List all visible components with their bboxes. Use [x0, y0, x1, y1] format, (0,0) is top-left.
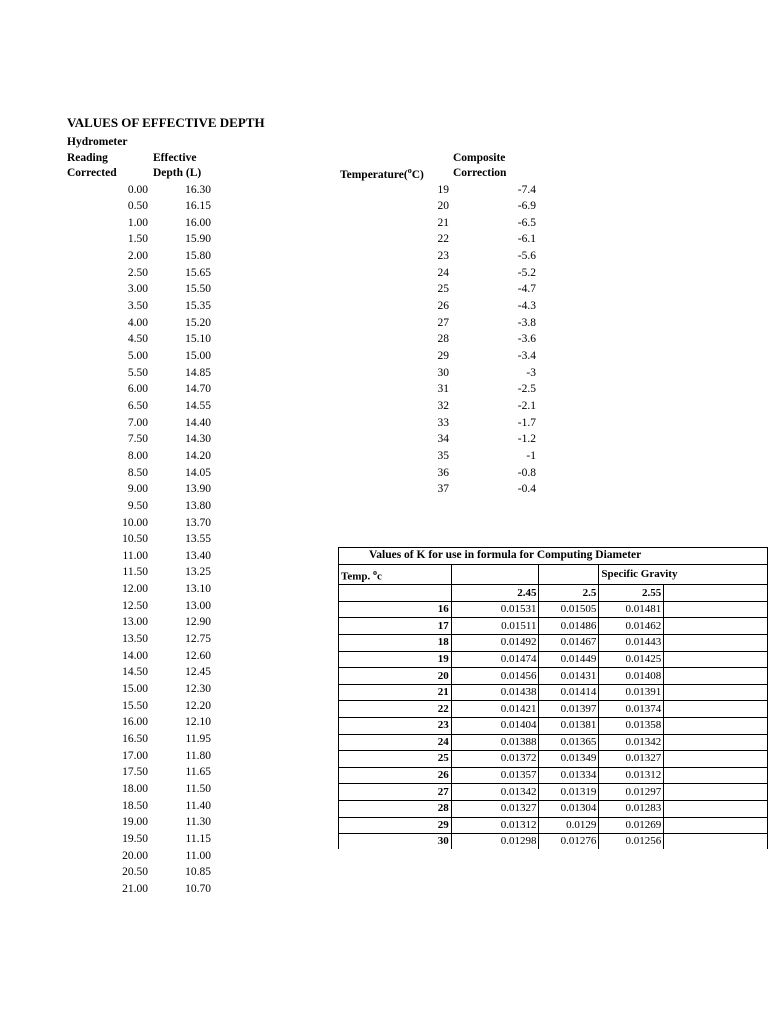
- temperature-cell: 25: [437, 283, 449, 296]
- hydrometer-reading-cell: 1.50: [127, 233, 148, 246]
- hydrometer-reading-cell: 19.00: [122, 816, 148, 829]
- k-value-cell: 0.01256: [599, 834, 664, 849]
- effective-depth-cell: 14.20: [185, 449, 211, 462]
- hydrometer-reading-cell: 18.50: [122, 799, 148, 812]
- k-table-row: [339, 751, 768, 768]
- effective-depth-cell: 12.20: [185, 699, 211, 712]
- k-value-cell: 0.01283: [599, 800, 664, 817]
- k-value-cell: 0.01298: [451, 834, 539, 849]
- effective-depth-cell: 14.70: [185, 383, 211, 396]
- effective-depth-cell: 15.20: [185, 316, 211, 329]
- effective-depth-cell: 14.30: [185, 433, 211, 446]
- temperature-cell: 23: [437, 250, 449, 263]
- k-value-cell: 0.01438: [451, 684, 539, 701]
- effective-depth-cell: 13.55: [185, 533, 211, 546]
- temperature-cell: 32: [437, 399, 449, 412]
- k-table-row: [339, 734, 768, 751]
- hydrometer-reading-cell: 15.00: [122, 683, 148, 695]
- composite-correction-cell: -1.2: [517, 433, 536, 446]
- effective-depth-cell: 12.90: [185, 616, 211, 629]
- composite-correction-cell: -7.4: [517, 183, 536, 196]
- composite-correction-cell: -6.5: [517, 216, 536, 229]
- k-value-cell: 0.01342: [451, 784, 539, 801]
- empty-cell: [664, 834, 768, 849]
- k-value-cell: 0.01425: [599, 651, 664, 668]
- effective-depth-cell: 14.05: [185, 466, 211, 479]
- k-table-title: Values of K for use in formula for Computing Diameter: [339, 548, 768, 565]
- k-value-cell: 0.01505: [539, 601, 599, 618]
- effective-depth-cell: 15.00: [185, 350, 211, 362]
- k-value-cell: 0.01374: [599, 701, 664, 718]
- hydrometer-reading-cell: 7.50: [127, 433, 148, 446]
- effective-depth-cell: 15.10: [185, 333, 211, 346]
- temperature-cell: 26: [437, 300, 449, 313]
- hydrometer-reading-cell: 10.00: [122, 516, 148, 529]
- k-value-cell: 0.01269: [599, 817, 664, 834]
- composite-correction-cell: -6.1: [517, 233, 536, 246]
- temperature-header: [340, 166, 424, 181]
- hydrometer-reading-cell: 9.00: [127, 483, 148, 496]
- composite-header-line-1: Composite: [453, 151, 506, 164]
- temperature-cell: 19: [437, 183, 449, 196]
- k-value-cell: 0.01397: [539, 701, 599, 718]
- k-value-cell: 0.01381: [539, 718, 599, 735]
- effective-depth-cell: 12.45: [185, 666, 211, 679]
- k-value-cell: 0.0129: [539, 817, 599, 834]
- k-table-row: [339, 618, 768, 635]
- k-value-cell: 0.01276: [539, 834, 599, 849]
- k-value-cell: 0.01327: [599, 751, 664, 768]
- k-table-row: [339, 718, 768, 735]
- empty-cell: [664, 701, 768, 718]
- hydrometer-reading-cell: 4.50: [127, 333, 148, 346]
- gravity-header: 2.55: [599, 585, 664, 602]
- k-temp-cell: 19: [339, 651, 452, 668]
- composite-correction-cell: -1: [526, 449, 536, 462]
- empty-cell: [664, 751, 768, 768]
- effective-depth-cell: 15.90: [185, 233, 211, 246]
- effective-depth-cell: 11.65: [185, 766, 211, 779]
- empty-cell: [664, 585, 768, 602]
- empty-cell: [664, 817, 768, 834]
- composite-header-line-2: Correction: [453, 167, 507, 179]
- effective-depth-cell: 16.30: [185, 183, 211, 196]
- specific-gravity-label: Specific Gravity: [599, 564, 768, 585]
- k-table-row: [339, 651, 768, 668]
- effective-depth-header: [153, 151, 201, 182]
- temperature-header-unit: C): [411, 168, 424, 181]
- hydrometer-reading-cell: 12.50: [122, 599, 148, 612]
- hydrometer-reading-cell: 14.00: [122, 649, 148, 662]
- hydrometer-reading-cell: 10.50: [122, 533, 148, 546]
- empty-cell: [664, 800, 768, 817]
- hydrometer-header: [67, 135, 127, 182]
- k-value-cell: 0.01486: [539, 618, 599, 635]
- k-temp-cell: 30: [339, 834, 452, 849]
- empty-cell: [451, 564, 539, 585]
- effective-depth-cell: 11.30: [185, 816, 211, 829]
- empty-cell: [664, 651, 768, 668]
- hydrometer-reading-cell: 4.00: [127, 316, 148, 329]
- k-temp-cell: 26: [339, 767, 452, 784]
- composite-correction-cell: -3: [526, 366, 536, 379]
- k-value-cell: 0.01408: [599, 668, 664, 685]
- temperature-cell: 30: [437, 366, 449, 379]
- hydrometer-reading-cell: 2.00: [127, 250, 148, 263]
- empty-cell: [664, 784, 768, 801]
- hydrometer-reading-cell: 16.50: [122, 732, 148, 745]
- k-table-row: [339, 635, 768, 652]
- effective-depth-cell: 16.15: [185, 200, 211, 213]
- empty-cell: [339, 585, 452, 602]
- effective-depth-cell: 15.50: [185, 283, 211, 296]
- empty-cell: [539, 564, 599, 585]
- k-value-cell: 0.01404: [451, 718, 539, 735]
- k-table-row: [339, 817, 768, 834]
- temp-degree-mark: o: [373, 567, 377, 577]
- k-temp-cell: 23: [339, 718, 452, 735]
- k-temp-cell: 22: [339, 701, 452, 718]
- temperature-cell: 29: [437, 350, 449, 362]
- k-temp-cell: 27: [339, 784, 452, 801]
- effective-depth-cell: 11.50: [185, 782, 211, 795]
- k-temp-cell: 17: [339, 618, 452, 635]
- effective-depth-cell: 12.30: [185, 683, 211, 695]
- effective-depth-cell: 15.65: [185, 266, 211, 279]
- k-table-grid: [338, 547, 768, 849]
- effective-depth-cell: 13.10: [185, 583, 211, 596]
- empty-cell: [664, 635, 768, 652]
- k-table-row: [339, 784, 768, 801]
- hydrometer-reading-cell: 12.00: [122, 583, 148, 596]
- empty-cell: [664, 618, 768, 635]
- k-value-cell: 0.01474: [451, 651, 539, 668]
- effective-depth-cell: 14.55: [185, 399, 211, 412]
- temperature-cell: 27: [437, 316, 449, 329]
- effective-depth-cell: 14.40: [185, 416, 211, 429]
- hydrometer-reading-cell: 20.50: [122, 866, 148, 879]
- hydrometer-reading-cell: 17.00: [122, 749, 148, 762]
- k-table-title-row: [339, 548, 768, 565]
- effective-depth-cell: 10.70: [185, 882, 211, 895]
- effective-depth-cell: 14.85: [185, 366, 211, 379]
- temperature-cell: 22: [437, 233, 449, 246]
- k-value-cell: 0.01357: [451, 767, 539, 784]
- k-value-cell: 0.01358: [599, 718, 664, 735]
- effective-depth-header-line-1: Effective: [153, 151, 197, 164]
- temperature-cell: 20: [437, 200, 449, 213]
- k-value-cell: 0.01334: [539, 767, 599, 784]
- hydrometer-reading-cell: 20.00: [122, 849, 148, 862]
- hydrometer-reading-cell: 3.50: [127, 300, 148, 313]
- empty-cell: [664, 601, 768, 618]
- hydrometer-reading-cell: 15.50: [122, 699, 148, 712]
- temperature-cell: 21: [437, 216, 449, 229]
- k-value-cell: 0.01511: [451, 618, 539, 635]
- k-value-cell: 0.01312: [451, 817, 539, 834]
- hydrometer-reading-cell: 3.00: [127, 283, 148, 296]
- temp-label: Temp.: [341, 570, 371, 583]
- effective-depth-cell: 13.70: [185, 516, 211, 529]
- composite-correction-cell: -4.7: [517, 283, 536, 296]
- composite-correction-cell: -0.8: [517, 466, 536, 479]
- k-table-row: [339, 701, 768, 718]
- k-value-cell: 0.01319: [539, 784, 599, 801]
- k-value-cell: 0.01531: [451, 601, 539, 618]
- composite-correction-cell: -2.1: [517, 399, 536, 412]
- hydrometer-reading-cell: 18.00: [122, 782, 148, 795]
- effective-depth-cell: 15.80: [185, 250, 211, 263]
- effective-depth-cell: 16.00: [185, 216, 211, 229]
- hydrometer-reading-cell: 5.00: [127, 350, 148, 362]
- k-table-row: [339, 601, 768, 618]
- hydrometer-reading-cell: 19.50: [122, 832, 148, 845]
- k-temp-cell: 21: [339, 684, 452, 701]
- k-value-cell: 0.01365: [539, 734, 599, 751]
- hydrometer-reading-cell: 11.00: [122, 549, 148, 562]
- temperature-cell: 34: [437, 433, 449, 446]
- k-value-cell: 0.01421: [451, 701, 539, 718]
- effective-depth-cell: 11.00: [185, 849, 211, 862]
- k-value-cell: 0.01327: [451, 800, 539, 817]
- hydrometer-header-line-2: Reading: [67, 151, 108, 164]
- empty-cell: [664, 718, 768, 735]
- k-table-temp-row: [339, 564, 768, 585]
- hydrometer-header-line-1: Hydrometer: [67, 136, 128, 148]
- k-temp-cell: 25: [339, 751, 452, 768]
- hydrometer-reading-cell: 17.50: [122, 766, 148, 779]
- empty-cell: [664, 767, 768, 784]
- k-table-row: [339, 800, 768, 817]
- k-temp-cell: 18: [339, 635, 452, 652]
- composite-correction-cell: -3.8: [517, 316, 536, 329]
- k-value-cell: 0.01414: [539, 684, 599, 701]
- composite-correction-cell: -2.5: [517, 383, 536, 396]
- k-temp-cell: 28: [339, 800, 452, 817]
- page-title: VALUES OF EFFECTIVE DEPTH: [67, 115, 265, 130]
- k-table-gravity-row: [339, 585, 768, 602]
- k-value-cell: 0.01467: [539, 635, 599, 652]
- k-value-cell: 0.01431: [539, 668, 599, 685]
- hydrometer-reading-cell: 6.50: [127, 399, 148, 412]
- k-value-cell: 0.01312: [599, 767, 664, 784]
- composite-correction-cell: -5.2: [517, 266, 536, 279]
- temperature-cell: 35: [437, 449, 449, 462]
- empty-cell: [664, 668, 768, 685]
- k-value-cell: 0.01349: [539, 751, 599, 768]
- temperature-cell: 28: [437, 333, 449, 346]
- temp-label-cell: [339, 564, 452, 585]
- temperature-cell: 24: [437, 266, 449, 279]
- k-temp-cell: 16: [339, 601, 452, 618]
- hydrometer-reading-cell: 11.50: [122, 566, 148, 579]
- k-temp-cell: 29: [339, 817, 452, 834]
- effective-depth-cell: 13.80: [185, 499, 211, 512]
- effective-depth-cell: 13.40: [185, 549, 211, 562]
- k-value-cell: 0.01456: [451, 668, 539, 685]
- gravity-header: 2.5: [539, 585, 599, 602]
- hydrometer-reading-cell: 0.50: [127, 200, 148, 213]
- temp-unit: c: [377, 570, 382, 583]
- temperature-cell: 36: [437, 466, 449, 479]
- k-value-cell: 0.01297: [599, 784, 664, 801]
- temperature-degree-mark: o: [407, 166, 412, 175]
- k-table-row: [339, 668, 768, 685]
- k-value-cell: 0.01449: [539, 651, 599, 668]
- temperature-cell: 33: [437, 416, 449, 429]
- k-values-table: [338, 547, 768, 849]
- hydrometer-reading-cell: 8.00: [127, 449, 148, 462]
- hydrometer-reading-cell: 8.50: [127, 466, 148, 479]
- temperature-cell: 37: [437, 483, 449, 496]
- effective-depth-cell: 12.10: [185, 716, 211, 729]
- k-value-cell: 0.01462: [599, 618, 664, 635]
- k-value-cell: 0.01304: [539, 800, 599, 817]
- hydrometer-header-line-3: Corrected: [67, 167, 117, 179]
- k-table-row: [339, 834, 768, 849]
- effective-depth-cell: 11.80: [185, 749, 211, 762]
- k-value-cell: 0.01342: [599, 734, 664, 751]
- empty-cell: [664, 684, 768, 701]
- k-value-cell: 0.01492: [451, 635, 539, 652]
- hydrometer-reading-cell: 9.50: [127, 499, 148, 512]
- empty-cell: [664, 734, 768, 751]
- hydrometer-reading-cell: 2.50: [127, 266, 148, 279]
- composite-correction-header: [453, 151, 506, 182]
- composite-correction-cell: -5.6: [517, 250, 536, 263]
- effective-depth-cell: 13.00: [185, 599, 211, 612]
- effective-depth-cell: 13.90: [185, 483, 211, 496]
- hydrometer-reading-cell: 13.00: [122, 616, 148, 629]
- composite-correction-cell: -1.7: [517, 416, 536, 429]
- temperature-header-text: Temperature(: [340, 168, 408, 181]
- composite-correction-cell: -4.3: [517, 300, 536, 313]
- hydrometer-reading-cell: 1.00: [127, 216, 148, 229]
- k-value-cell: 0.01372: [451, 751, 539, 768]
- hydrometer-reading-cell: 0.00: [127, 183, 148, 196]
- k-table-row: [339, 684, 768, 701]
- effective-depth-header-line-2: Depth (L): [153, 167, 202, 179]
- k-value-cell: 0.01391: [599, 684, 664, 701]
- effective-depth-cell: 11.15: [185, 832, 211, 845]
- hydrometer-reading-cell: 16.00: [122, 716, 148, 729]
- k-temp-cell: 20: [339, 668, 452, 685]
- effective-depth-cell: 12.60: [185, 649, 211, 662]
- composite-correction-cell: -0.4: [517, 483, 536, 496]
- composite-correction-cell: -3.4: [517, 350, 536, 362]
- hydrometer-reading-cell: 5.50: [127, 366, 148, 379]
- gravity-header: 2.45: [451, 585, 539, 602]
- temperature-cell: 31: [437, 383, 449, 396]
- effective-depth-cell: 15.35: [185, 300, 211, 313]
- composite-correction-cell: -6.9: [517, 200, 536, 213]
- composite-correction-cell: -3.6: [517, 333, 536, 346]
- hydrometer-reading-cell: 21.00: [122, 882, 148, 895]
- effective-depth-cell: 13.25: [185, 566, 211, 579]
- effective-depth-cell: 12.75: [185, 633, 211, 646]
- k-table-row: [339, 767, 768, 784]
- k-value-cell: 0.01388: [451, 734, 539, 751]
- effective-depth-cell: 11.40: [185, 799, 211, 812]
- k-temp-cell: 24: [339, 734, 452, 751]
- hydrometer-reading-cell: 7.00: [127, 416, 148, 429]
- effective-depth-cell: 11.95: [185, 732, 211, 745]
- hydrometer-reading-cell: 6.00: [127, 383, 148, 396]
- k-value-cell: 0.01481: [599, 601, 664, 618]
- k-value-cell: 0.01443: [599, 635, 664, 652]
- hydrometer-reading-cell: 14.50: [122, 666, 148, 679]
- effective-depth-cell: 10.85: [185, 866, 211, 879]
- hydrometer-reading-cell: 13.50: [122, 633, 148, 646]
